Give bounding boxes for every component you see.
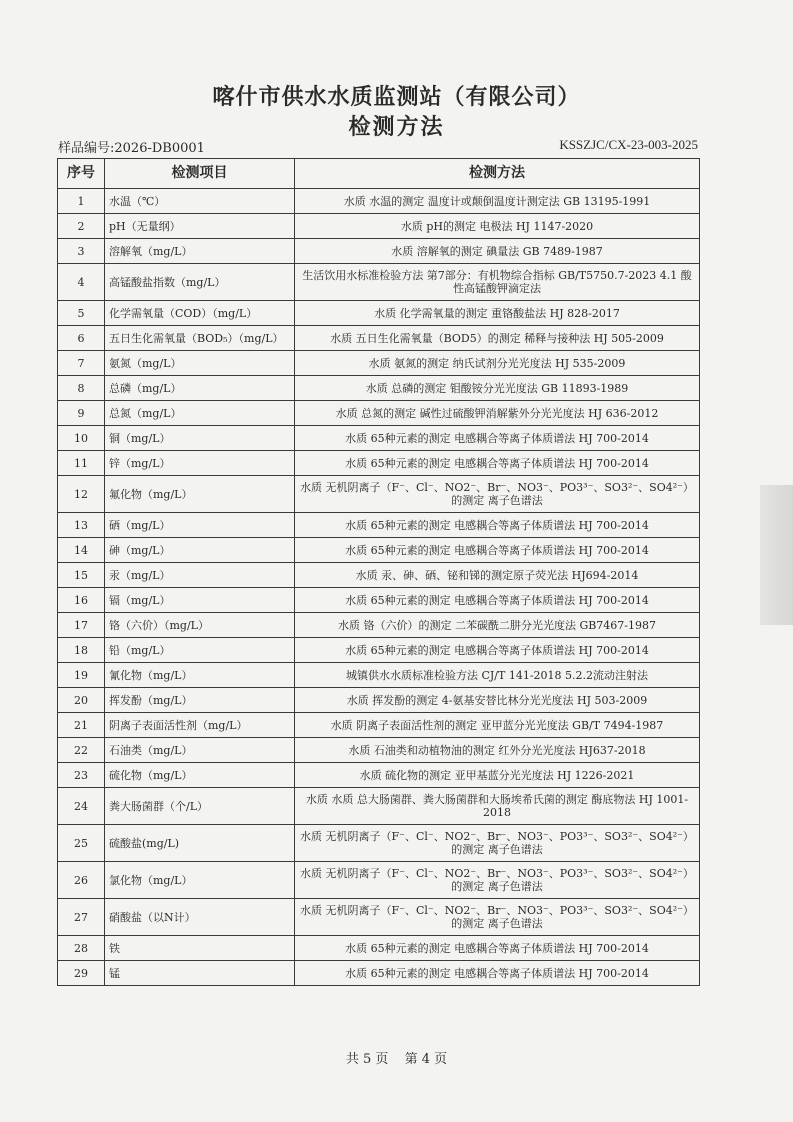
cell-no: 10: [58, 426, 105, 451]
cell-no: 27: [58, 899, 105, 936]
cell-item: 锰: [105, 961, 295, 986]
cell-method: 水质 65种元素的测定 电感耦合等离子体质谱法 HJ 700-2014: [295, 936, 700, 961]
table-row: [58, 738, 700, 763]
cell-no: 7: [58, 351, 105, 376]
cell-no: 19: [58, 663, 105, 688]
table-row: [58, 301, 700, 326]
cell-method: 水质 五日生化需氧量（BOD5）的测定 稀释与接种法 HJ 505-2009: [295, 326, 700, 351]
table-row: [58, 638, 700, 663]
table-row: [58, 936, 700, 961]
table-row: [58, 264, 700, 301]
cell-method: 水质 总氮的测定 碱性过硫酸钾消解紫外分光光度法 HJ 636-2012: [295, 401, 700, 426]
table-row: [58, 401, 700, 426]
cell-item: 砷（mg/L）: [105, 538, 295, 563]
cell-item: 高锰酸盐指数（mg/L）: [105, 264, 295, 301]
cell-method: 水质 65种元素的测定 电感耦合等离子体质谱法 HJ 700-2014: [295, 451, 700, 476]
cell-method: 水质 铬（六价）的测定 二苯碳酰二肼分光光度法 GB7467-1987: [295, 613, 700, 638]
cell-item: 硝酸盐（以N计）: [105, 899, 295, 936]
table-row: [58, 862, 700, 899]
cell-item: 总氮（mg/L）: [105, 401, 295, 426]
cell-no: 14: [58, 538, 105, 563]
cell-method: 水质 无机阴离子（F⁻、Cl⁻、NO2⁻、Br⁻、NO3⁻、PO3³⁻、SO3²⁻、SO4²⁻）的测定 离子色谱法: [295, 862, 700, 899]
cell-item: 硫酸盐(mg/L): [105, 825, 295, 862]
cell-method: 水质 水质 总大肠菌群、粪大肠菌群和大肠埃希氏菌的测定 酶底物法 HJ 1001-2018: [295, 788, 700, 825]
cell-no: 28: [58, 936, 105, 961]
cell-item: 石油类（mg/L）: [105, 738, 295, 763]
table-row: [58, 713, 700, 738]
table-row: [58, 426, 700, 451]
total-pages: 共 5 页: [345, 1052, 389, 1067]
cell-method: 水质 水温的测定 温度计或颠倒温度计测定法 GB 13195-1991: [295, 189, 700, 214]
cell-item: 化学需氧量（COD）（mg/L）: [105, 301, 295, 326]
cell-no: 8: [58, 376, 105, 401]
cell-method: 水质 无机阴离子（F⁻、Cl⁻、NO2⁻、Br⁻、NO3⁻、PO3³⁻、SO3²⁻、SO4²⁻）的测定 离子色谱法: [295, 476, 700, 513]
cell-item: 铁: [105, 936, 295, 961]
cell-method: 水质 氨氮的测定 纳氏试剂分光光度法 HJ 535-2009: [295, 351, 700, 376]
cell-no: 3: [58, 239, 105, 264]
cell-method: 水质 挥发酚的测定 4-氨基安替比林分光光度法 HJ 503-2009: [295, 688, 700, 713]
cell-method: 城镇供水水质标准检验方法 CJ/T 141-2018 5.2.2流动注射法: [295, 663, 700, 688]
cell-item: 氰化物（mg/L）: [105, 663, 295, 688]
cell-no: 11: [58, 451, 105, 476]
cell-method: 水质 65种元素的测定 电感耦合等离子体质谱法 HJ 700-2014: [295, 961, 700, 986]
cell-no: 18: [58, 638, 105, 663]
cell-no: 20: [58, 688, 105, 713]
cell-no: 5: [58, 301, 105, 326]
table-row: [58, 663, 700, 688]
cell-no: 24: [58, 788, 105, 825]
cell-item: 总磷（mg/L）: [105, 376, 295, 401]
cell-no: 26: [58, 862, 105, 899]
table-row: [58, 214, 700, 239]
table-row: [58, 189, 700, 214]
cell-no: 13: [58, 513, 105, 538]
table-body: [58, 189, 700, 986]
current-page: 第 4 页: [404, 1052, 448, 1067]
table-row: [58, 376, 700, 401]
cell-method: 水质 无机阴离子（F⁻、Cl⁻、NO2⁻、Br⁻、NO3⁻、PO3³⁻、SO3²⁻、SO4²⁻）的测定 离子色谱法: [295, 825, 700, 862]
cell-no: 16: [58, 588, 105, 613]
table-row: [58, 538, 700, 563]
cell-method: 水质 化学需氧量的测定 重铬酸盐法 HJ 828-2017: [295, 301, 700, 326]
cell-no: 17: [58, 613, 105, 638]
cell-no: 2: [58, 214, 105, 239]
table-row: [58, 476, 700, 513]
cell-no: 15: [58, 563, 105, 588]
cell-no: 23: [58, 763, 105, 788]
header-no: 序号: [58, 159, 105, 189]
cell-method: 水质 65种元素的测定 电感耦合等离子体质谱法 HJ 700-2014: [295, 588, 700, 613]
cell-method: 水质 无机阴离子（F⁻、Cl⁻、NO2⁻、Br⁻、NO3⁻、PO3³⁻、SO3²⁻、SO4²⁻）的测定 离子色谱法: [295, 899, 700, 936]
table-row: [58, 688, 700, 713]
cell-no: 4: [58, 264, 105, 301]
table-row: [58, 513, 700, 538]
cell-no: 1: [58, 189, 105, 214]
cell-item: 阴离子表面活性剂（mg/L）: [105, 713, 295, 738]
table-row: [58, 239, 700, 264]
cell-item: pH（无量纲）: [105, 214, 295, 239]
cell-item: 硫化物（mg/L）: [105, 763, 295, 788]
cell-method: 生活饮用水标准检验方法 第7部分：有机物综合指标 GB/T5750.7-2023 4.1 酸性高锰酸钾滴定法: [295, 264, 700, 301]
table-row: [58, 825, 700, 862]
cell-method: 水质 65种元素的测定 电感耦合等离子体质谱法 HJ 700-2014: [295, 426, 700, 451]
table-row: [58, 613, 700, 638]
cell-method: 水质 溶解氧的测定 碘量法 GB 7489-1987: [295, 239, 700, 264]
cell-item: 水温（℃）: [105, 189, 295, 214]
sample-number: 样品编号:2026-DB0001: [58, 141, 205, 156]
table-row: [58, 588, 700, 613]
cell-item: 锌（mg/L）: [105, 451, 295, 476]
cell-item: 氟化物（mg/L）: [105, 476, 295, 513]
cell-item: 铜（mg/L）: [105, 426, 295, 451]
table-row: [58, 326, 700, 351]
table-row: [58, 451, 700, 476]
cell-item: 汞（mg/L）: [105, 563, 295, 588]
cell-item: 铬（六价）（mg/L）: [105, 613, 295, 638]
cell-item: 氨氮（mg/L）: [105, 351, 295, 376]
document-title: 检测方法: [348, 114, 445, 140]
table-row: [58, 899, 700, 936]
document-code: KSSZJC/CX-23-003-2025: [559, 137, 698, 152]
cell-no: 29: [58, 961, 105, 986]
cell-method: 水质 石油类和动植物油的测定 红外分光光度法 HJ637-2018: [295, 738, 700, 763]
cell-no: 6: [58, 326, 105, 351]
cell-method: 水质 65种元素的测定 电感耦合等离子体质谱法 HJ 700-2014: [295, 513, 700, 538]
cell-item: 硒（mg/L）: [105, 513, 295, 538]
cell-no: 22: [58, 738, 105, 763]
cell-method: 水质 汞、砷、硒、铋和锑的测定原子荧光法 HJ694-2014: [295, 563, 700, 588]
table-header-row: [58, 159, 700, 189]
cell-no: 9: [58, 401, 105, 426]
cell-item: 五日生化需氧量（BOD₅）（mg/L）: [105, 326, 295, 351]
organization-title: 喀什市供水水质监测站（有限公司）: [212, 84, 581, 110]
cell-method: 水质 总磷的测定 钼酸铵分光光度法 GB 11893-1989: [295, 376, 700, 401]
header-method: 检测方法: [295, 159, 700, 189]
cell-no: 12: [58, 476, 105, 513]
method-table: [57, 158, 700, 986]
table-row: [58, 788, 700, 825]
cell-item: 铅（mg/L）: [105, 638, 295, 663]
cell-item: 氯化物（mg/L）: [105, 862, 295, 899]
cell-method: 水质 pH的测定 电极法 HJ 1147-2020: [295, 214, 700, 239]
scan-edge-artifact: [760, 485, 793, 625]
cell-method: 水质 阴离子表面活性剂的测定 亚甲蓝分光光度法 GB/T 7494-1987: [295, 713, 700, 738]
cell-method: 水质 65种元素的测定 电感耦合等离子体质谱法 HJ 700-2014: [295, 538, 700, 563]
cell-item: 镉（mg/L）: [105, 588, 295, 613]
cell-no: 21: [58, 713, 105, 738]
cell-item: 挥发酚（mg/L）: [105, 688, 295, 713]
table-row: [58, 351, 700, 376]
cell-method: 水质 65种元素的测定 电感耦合等离子体质谱法 HJ 700-2014: [295, 638, 700, 663]
cell-no: 25: [58, 825, 105, 862]
cell-item: 粪大肠菌群（个/L）: [105, 788, 295, 825]
cell-item: 溶解氧（mg/L）: [105, 239, 295, 264]
page-footer: [0, 1048, 793, 1067]
table-row: [58, 763, 700, 788]
table-row: [58, 961, 700, 986]
header-item: 检测项目: [105, 159, 295, 189]
cell-method: 水质 硫化物的测定 亚甲基蓝分光光度法 HJ 1226-2021: [295, 763, 700, 788]
table-row: [58, 563, 700, 588]
